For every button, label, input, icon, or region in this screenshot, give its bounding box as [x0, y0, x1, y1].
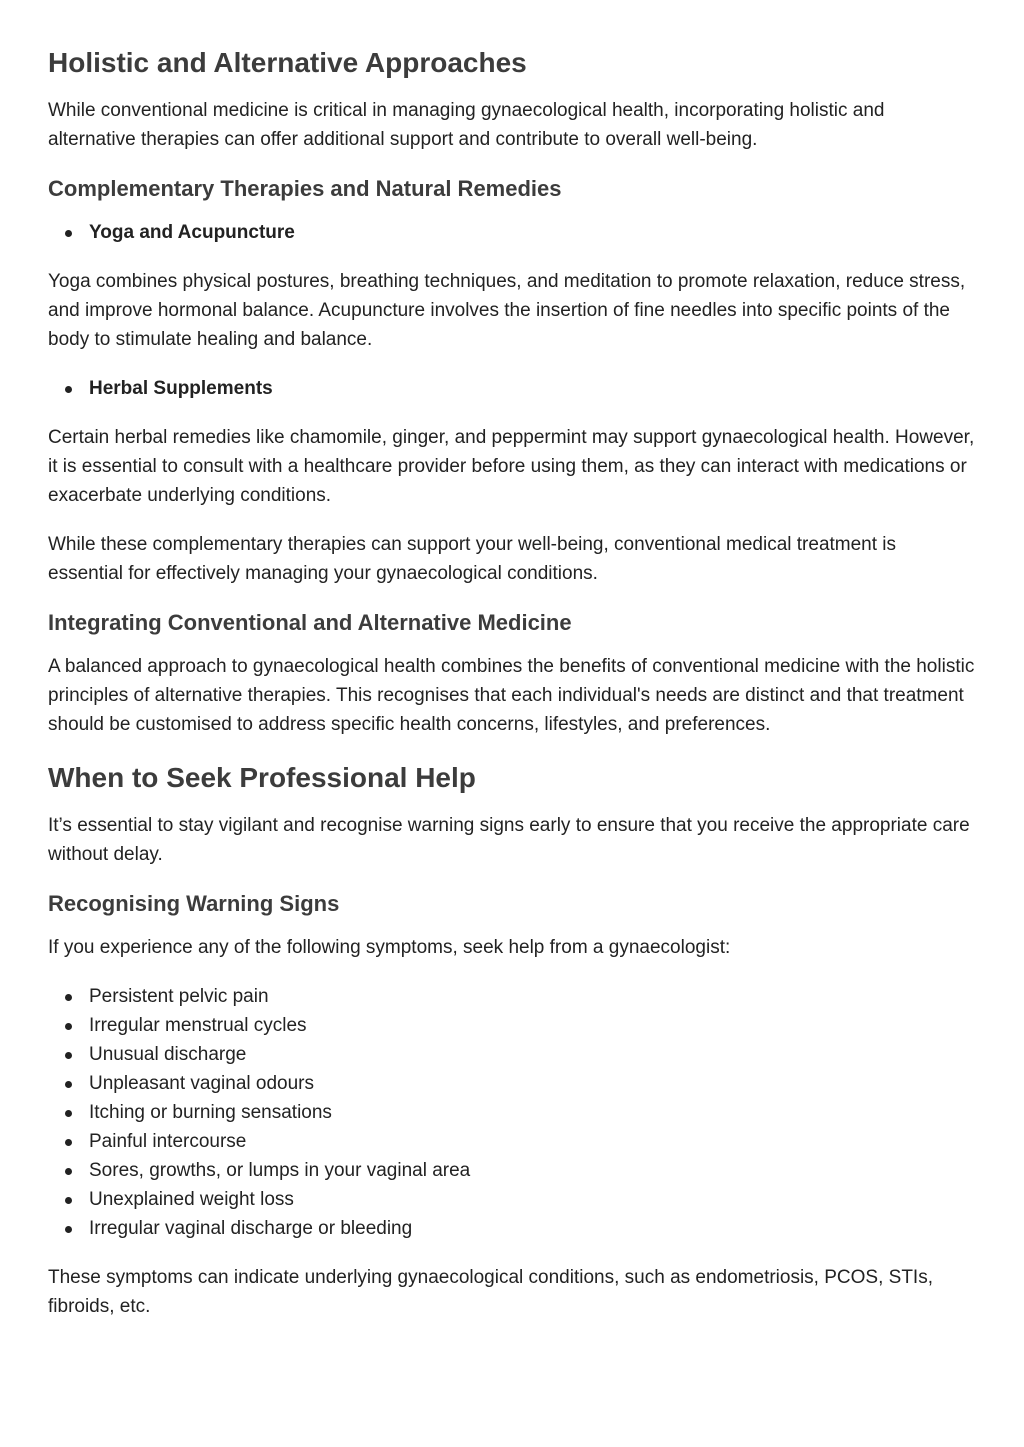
paragraph-complementary-closing: While these complementary therapies can support your well-being, conventional medical treatment is essential for effectively managing your gynaecological conditions. [48, 534, 897, 584]
paragraph-yoga-acupuncture: Yoga combines physical postures, breathing techniques, and meditation to promote relaxation, reduce stress, and improve hormonal balance. Acupuncture involves the insertion of fine needles into specific points of the body to stimulate healing and balance. [48, 271, 966, 350]
section-heading-professional-help: When to Seek Professional Help [48, 762, 476, 793]
section-intro-holistic: While conventional medicine is critical in managing gynaecological health, incorporating holistic and alternative therapies can offer additional support and contribute to overall well-being. [48, 100, 885, 150]
list-item: Unpleasant vaginal odours [89, 1069, 976, 1098]
list-item-herbal-supplements: Herbal Supplements [89, 374, 976, 403]
subheading-complementary-therapies: Complementary Therapies and Natural Remedies [48, 176, 562, 201]
subheading-integrating-medicine: Integrating Conventional and Alternative Medicine [48, 610, 572, 635]
section-intro-professional-help: It’s essential to stay vigilant and recognise warning signs early to ensure that you receive the appropriate care without delay. [48, 815, 970, 865]
subheading-warning-signs: Recognising Warning Signs [48, 891, 340, 916]
list-item: Unexplained weight loss [89, 1185, 976, 1214]
list-item: Irregular menstrual cycles [89, 1011, 976, 1040]
paragraph-warning-closing: These symptoms can indicate underlying gynaecological conditions, such as endometriosis, PCOS, STIs, fibroids, etc. [48, 1267, 933, 1317]
paragraph-warning-lead: If you experience any of the following symptoms, seek help from a gynaecologist: [48, 937, 731, 958]
therapy-list-herbal [48, 374, 976, 403]
section-heading-holistic: Holistic and Alternative Approaches [48, 47, 527, 78]
list-item: Irregular vaginal discharge or bleeding [89, 1214, 976, 1243]
list-item: Persistent pelvic pain [89, 982, 976, 1011]
paragraph-herbal-supplements: Certain herbal remedies like chamomile, ginger, and peppermint may support gynaecological health. However, it is essential to consult with a healthcare provider before using them, as they can interact with medications or exacerbate underlying conditions. [48, 427, 975, 506]
symptom-list [48, 982, 976, 1243]
list-item-yoga-acupuncture: Yoga and Acupuncture [89, 218, 976, 247]
list-item: Painful intercourse [89, 1127, 976, 1156]
list-item: Unusual discharge [89, 1040, 976, 1069]
paragraph-integrating-medicine: A balanced approach to gynaecological health combines the benefits of conventional medicine with the holistic principles of alternative therapies. This recognises that each individual's needs are distinct and that treatment should be customised to address specific health concerns, lifestyles, and preferences. [48, 656, 975, 735]
list-item: Sores, growths, or lumps in your vaginal area [89, 1156, 976, 1185]
list-item: Itching or burning sensations [89, 1098, 976, 1127]
therapy-list-yoga [48, 218, 976, 247]
